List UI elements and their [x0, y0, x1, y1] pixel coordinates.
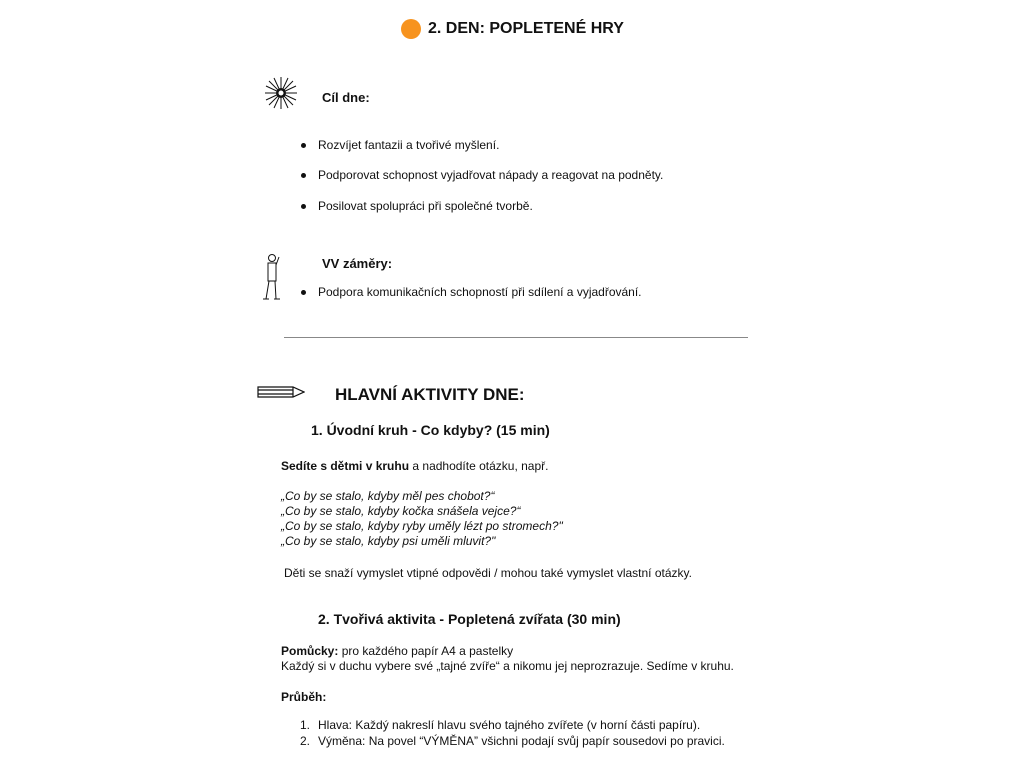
process-label: Průběh: — [281, 690, 327, 704]
divider — [284, 337, 748, 338]
sun-burst-icon — [264, 76, 298, 110]
activity2-title: 2. Tvořivá aktivita - Popletená zvířata (30 min) — [318, 611, 621, 627]
activity1-title: 1. Úvodní kruh - Co kdyby? (15 min) — [311, 422, 550, 438]
goal-item: Podporovat schopnost vyjadřovat nápady a reagovat na podněty. — [318, 168, 664, 182]
goal-item: Posilovat spolupráci při společné tvorbě. — [318, 199, 533, 213]
vv-heading: VV záměry: — [322, 256, 393, 271]
page-title: 2. DEN: POPLETENÉ HRY — [428, 20, 624, 37]
goal-item: Rozvíjet fantazii a tvořivé myšlení. — [318, 138, 500, 152]
goals-heading: Cíl dne: — [322, 90, 370, 105]
question: „Co by se stalo, kdyby psi uměli mluvit?" — [281, 534, 496, 548]
person-icon — [260, 253, 284, 301]
vv-item: Podpora komunikačních schopností při sdílení a vyjadřování. — [318, 285, 642, 299]
activity1-outro: Děti se snaží vymyslet vtipné odpovědi / mohou také vymyslet vlastní otázky. — [284, 566, 692, 580]
aids-line — [281, 644, 513, 658]
question: „Co by se stalo, kdyby měl pes chobot?“ — [281, 489, 495, 503]
bullet-icon — [301, 173, 306, 178]
activity2-note: Každý si v duchu vybere své „tajné zvíře“ a nikomu jej neprozrazuje. Sedíme v kruhu. — [281, 659, 734, 673]
intro-bold: Sedíte s dětmi v kruhu — [281, 459, 410, 473]
step-number: 1. — [300, 718, 311, 732]
intro-rest: a nadhodíte otázku, např. — [409, 459, 549, 473]
aids-label: Pomůcky: — [281, 644, 339, 658]
main-heading: HLAVNÍ AKTIVITY DNE: — [335, 385, 525, 404]
question: „Co by se stalo, kdyby kočka snášela vejce?“ — [281, 504, 521, 518]
orange-dot-icon — [401, 19, 421, 39]
aids-text: pro každého papír A4 a pastelky — [338, 644, 514, 658]
bullet-icon — [301, 204, 306, 209]
bullet-icon — [301, 290, 306, 295]
pencil-icon — [257, 385, 305, 399]
bullet-icon — [301, 143, 306, 148]
question: „Co by se stalo, kdyby ryby uměly lézt po stromech?" — [281, 519, 563, 533]
step-number: 2. — [300, 734, 311, 748]
step-text: Hlava: Každý nakreslí hlavu svého tajného zvířete (v horní části papíru). — [318, 718, 701, 732]
activity1-intro — [281, 459, 548, 473]
step-text: Výměna: Na povel “VÝMĚNA” všichni podají svůj papír sousedovi po pravici. — [318, 734, 725, 748]
